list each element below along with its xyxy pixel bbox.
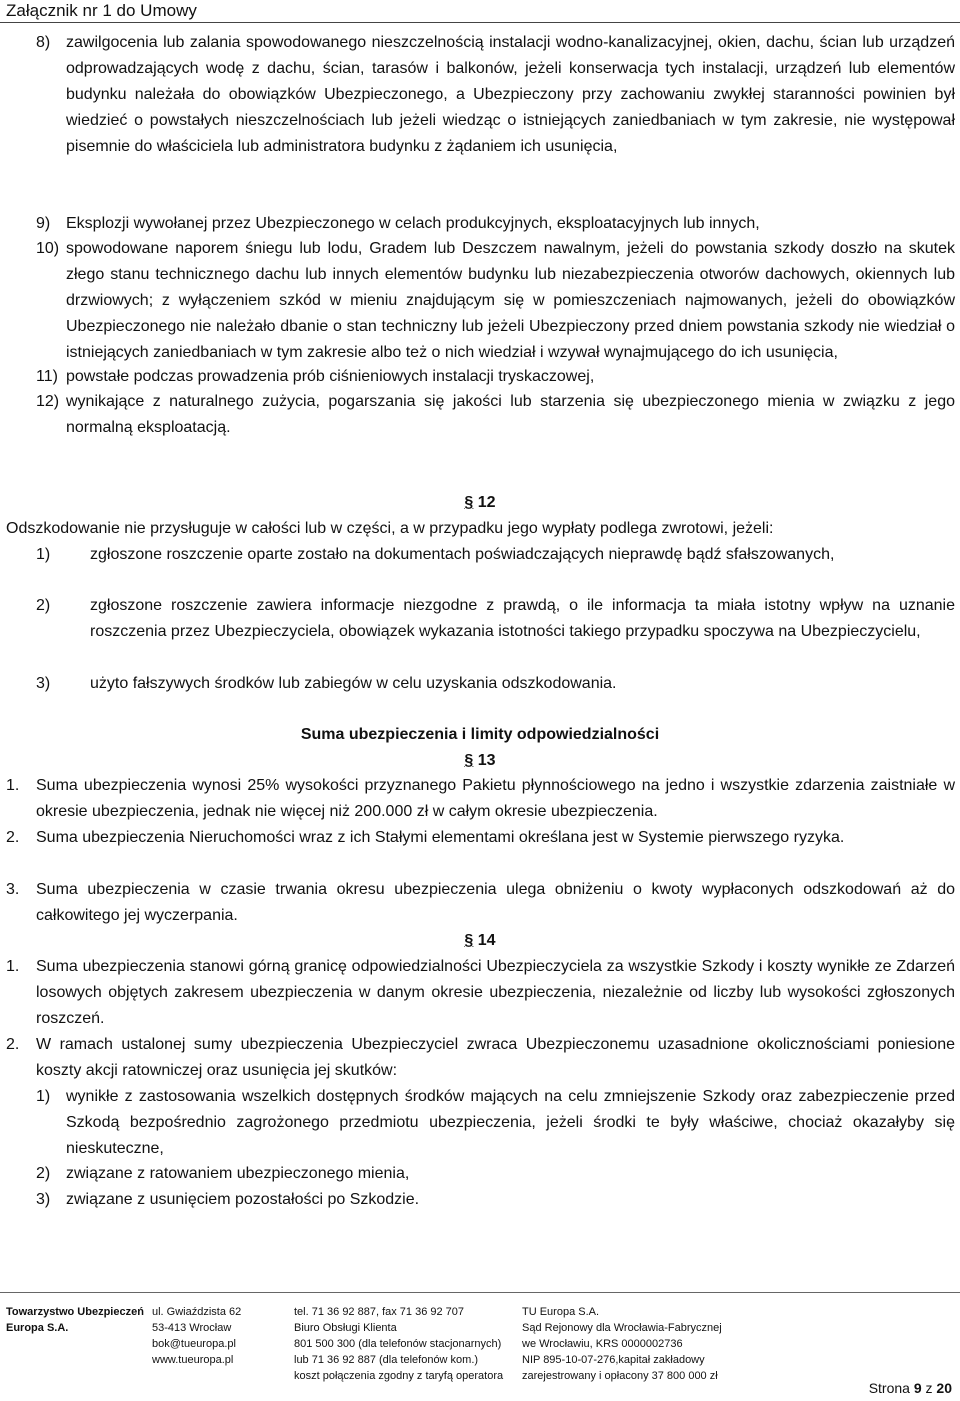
header-divider	[0, 22, 960, 23]
list-item-text: zgłoszone roszczenie oparte zostało na dokumentach poświadczających nieprawdę bądź sfałszowanych,	[90, 546, 835, 563]
list-item-number: 2.	[6, 1036, 20, 1053]
footer-line: Sąd Rejonowy dla Wrocławia-Fabrycznej	[522, 1322, 722, 1334]
list-item	[0, 1032, 960, 1084]
list-item-number: 2.	[6, 829, 20, 846]
list-item	[0, 1187, 960, 1213]
footer-line: NIP 895-10-07-276,kapitał zakładowy	[522, 1354, 705, 1366]
section-heading-12	[0, 492, 960, 514]
page-total: 20	[936, 1380, 952, 1396]
list-item-text: Suma ubezpieczenia w czasie trwania okresu ubezpieczenia ulega obniżeniu o kwoty wypłaconych odszkodowań aż do całkowitego jej wyczerpania.	[36, 881, 955, 924]
footer-divider	[0, 1292, 960, 1293]
footer-address	[152, 1304, 241, 1368]
list-item	[0, 211, 960, 237]
list-item-number: 2)	[36, 597, 51, 614]
footer-line: 801 500 300 (dla telefonów stacjonarnych)	[294, 1338, 502, 1350]
list-item-text: Eksplozji wywołanej przez Ubezpieczonego w celach produkcyjnych, eksploatacyjnych lub innych,	[66, 215, 760, 232]
footer-line: we Wrocławiu, KRS 0000002736	[522, 1338, 683, 1350]
paragraph-symbol: §	[464, 932, 474, 949]
list-item-text: związane z usunięciem pozostałości po Szkodzie.	[66, 1191, 420, 1208]
footer-line: koszt połączenia zgodny z taryfą operatora	[294, 1370, 504, 1382]
list-item	[0, 877, 960, 929]
section-number: 12	[477, 494, 496, 511]
list-item-text: użyto fałszywych środków lub zabiegów w celu uzyskania odszkodowania.	[90, 675, 617, 692]
page-current: 9	[913, 1380, 922, 1396]
list-item	[0, 389, 960, 441]
paragraph-symbol: §	[464, 494, 474, 511]
footer-line: Europa S.A.	[6, 1322, 69, 1334]
section-heading-13	[0, 750, 960, 772]
list-item-text: spowodowane naporem śniegu lub lodu, Gradem lub Deszczem nawalnym, jeżeli do powstania szkody doszło na skutek złego stanu technicznego dachu lub innych elementów budynku lub niezabezpieczenia otworów dachowych, okiennych lub drzwiowych; z wyłączeniem szkód w mieniu znajdującym się w pomieszczeniach najmowanych, jeżeli do obowiązków Ubezpieczonego nie należało dbanie o stan techniczny lub jeżeli Ubezpieczony przed dniem powstania szkody nie wiedział o istniejących zaniedbaniach w tym zakresie albo też o nich wiedział i wzywał wynajmującego do ich usunięcia,	[66, 240, 955, 361]
paragraph-symbol: §	[464, 752, 474, 769]
list-item	[0, 30, 960, 186]
list-item-number: 8)	[36, 34, 51, 51]
list-item	[0, 542, 960, 594]
list-item	[0, 954, 960, 1032]
list-item-number: 1)	[36, 1088, 51, 1105]
document-header: Załącznik nr 1 do Umowy	[6, 1, 197, 20]
list-item-text: związane z ratowaniem ubezpieczonego mienia,	[66, 1165, 410, 1182]
footer-line: TU Europa S.A.	[522, 1306, 600, 1318]
footer-line: Biuro Obsługi Klienta	[294, 1322, 397, 1334]
list-item-number: 1)	[36, 546, 51, 563]
footer-website-link[interactable]: www.tueuropa.pl	[152, 1354, 234, 1366]
list-item-text: wynikłe z zastosowania wszelkich dostępnych środków mających na celu zmniejszenie Szkody oraz zabezpieczenie przed Szkodą bezpośrednio zagrożonego przedmiotu ubezpieczenia, jeżeli środki te były właściwe, chociaż okazałyby się nieskuteczne,	[66, 1088, 955, 1157]
list-item-text: zawilgocenia lub zalania spowodowanego nieszczelnością instalacji wodno-kanalizacyjnej, okien, dachu, ścian lub urządzeń odprowadzających wodę z dachu, ścian, tarasów i balkonów, jeżeli konserwacja tych instalacji, urządzeń lub elementów budynku należała do obowiązków Ubezpieczonego, a Ubezpieczony przy zachowaniu zwykłej staranności powinien był wiedzieć o powstałych nieszczelnościach lub jeżeli wiedząc o istniejących zaniedbaniach w tym zakresie, nie występował pisemnie do właściciela lub administratora budynku z żądaniem ich usunięcia,	[66, 34, 955, 155]
list-item	[0, 364, 960, 390]
footer-registry	[522, 1304, 722, 1384]
footer-line: zarejestrowany i opłacony 37 800 000 zł	[522, 1370, 718, 1382]
list-item-number: 2)	[36, 1165, 51, 1182]
section-intro: Odszkodowanie nie przysługuje w całości lub w części, a w przypadku jego wypłaty podlega zwrotowi, jeżeli:	[6, 520, 774, 537]
list-item-number: 10)	[36, 240, 60, 257]
list-item-text: W ramach ustalonej sumy ubezpieczenia Ubezpieczyciel zwraca Ubezpieczonemu uzasadnione okolicznościami poniesione koszty akcji ratowniczej oraz usunięcia jej skutków:	[36, 1036, 955, 1079]
page-label: Strona	[868, 1380, 910, 1396]
footer-line: ul. Gwiaździsta 62	[152, 1306, 242, 1318]
footer-line: 53-413 Wrocław	[152, 1322, 232, 1334]
footer-company	[6, 1304, 144, 1336]
list-item-text: powstałe podczas prowadzenia prób ciśnieniowych instalacji tryskaczowej,	[66, 368, 595, 385]
footer-line: Towarzystwo Ubezpieczeń	[6, 1306, 144, 1318]
list-item-number: 3.	[6, 881, 20, 898]
list-item-text: Suma ubezpieczenia wynosi 25% wysokości przyznanego Pakietu płynnościowego na jedno i wszystkie zdarzenia zaistniałe w okresie ubezpieczenia, jednak nie więcej niż 200.000 zł w całym okresie ubezpieczenia.	[36, 777, 955, 820]
list-item-number: 3)	[36, 1191, 51, 1208]
list-item-number: 12)	[36, 393, 60, 410]
section-number: 14	[477, 932, 496, 949]
list-item	[0, 1084, 960, 1162]
list-item	[0, 593, 960, 671]
list-item	[0, 773, 960, 825]
footer-line: tel. 71 36 92 887, fax 71 36 92 707	[294, 1306, 465, 1318]
list-item-number: 1.	[6, 777, 20, 794]
list-item-text: zgłoszone roszczenie zawiera informacje niezgodne z prawdą, o ile informacja ta miała istotny wpływ na uznanie roszczenia przez Ubezpieczyciela, obowiązek wykazania istotności takiego przypadku spoczywa na Ubezpieczycielu,	[90, 597, 955, 640]
page-number	[869, 1380, 952, 1396]
list-item-number: 9)	[36, 215, 51, 232]
footer-contact	[294, 1304, 503, 1384]
page-separator: z	[925, 1380, 933, 1396]
list-item	[0, 1161, 960, 1187]
list-item	[0, 671, 960, 697]
list-item-number: 3)	[36, 675, 51, 692]
section-heading-14	[0, 930, 960, 952]
list-item-text: Suma ubezpieczenia Nieruchomości wraz z ich Stałymi elementami określana jest w Systemie pierwszego ryzyka.	[36, 829, 845, 846]
section-title: Suma ubezpieczenia i limity odpowiedzialności	[300, 726, 660, 743]
section-number: 13	[477, 752, 496, 769]
list-item-number: 11)	[36, 368, 58, 385]
footer-email-link[interactable]: bok@tueuropa.pl	[152, 1338, 236, 1350]
list-item-text: wynikające z naturalnego zużycia, pogarszania się jakości lub starzenia się ubezpieczonego mienia w związku z jego normalną eksploatacją.	[66, 393, 955, 436]
footer-line: lub 71 36 92 887 (dla telefonów kom.)	[294, 1354, 479, 1366]
list-item-number: 1.	[6, 958, 20, 975]
list-item	[0, 825, 960, 877]
list-item-text: Suma ubezpieczenia stanowi górną granicę odpowiedzialności Ubezpieczyciela za wszystkie Szkody i koszty wynikłe ze Zdarzeń losowych objętych zakresem ubezpieczenia w danym okresie ubezpieczenia, niezależnie od liczby lub wysokości zgłoszonych roszczeń.	[36, 958, 955, 1027]
list-item	[0, 236, 960, 366]
